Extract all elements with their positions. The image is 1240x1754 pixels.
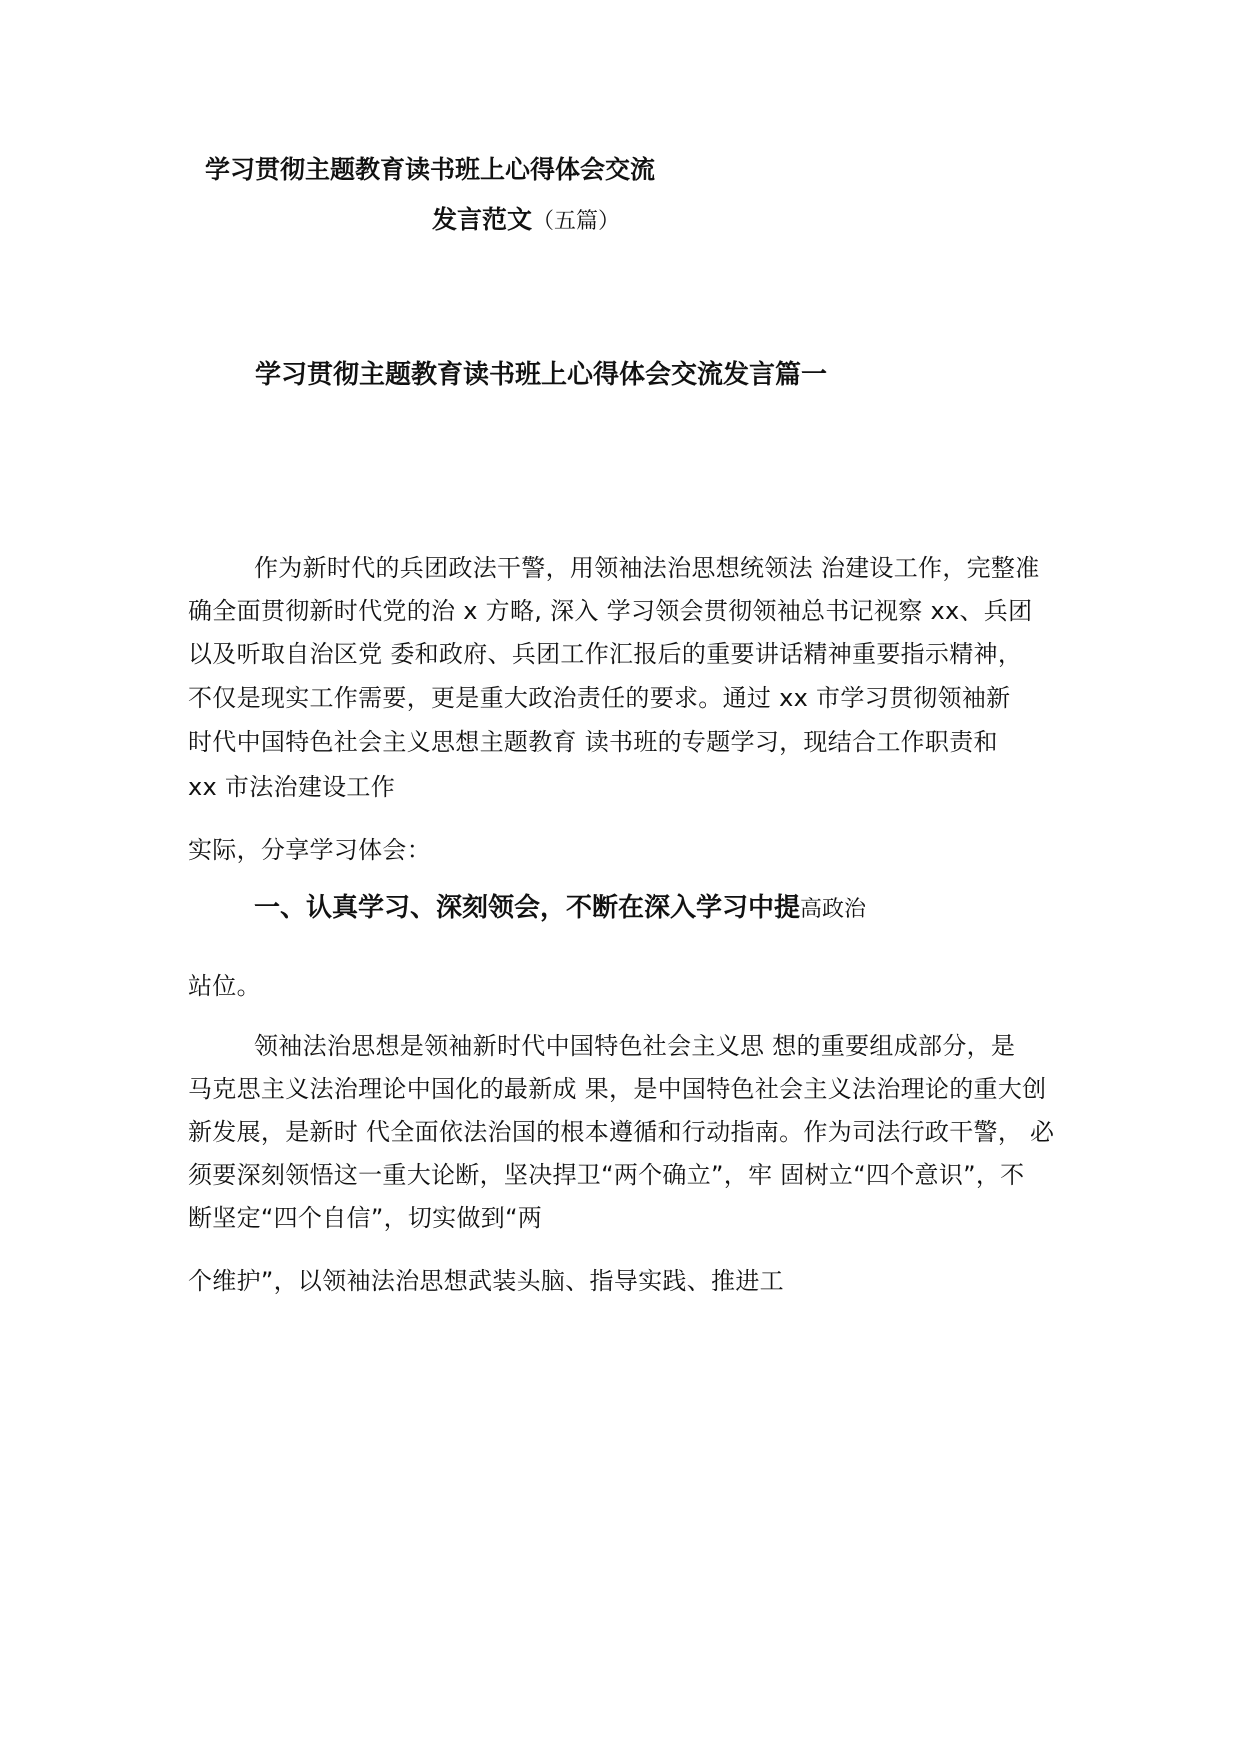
paragraph-line: 领袖法治思想是领袖新时代中国特色社会主义思 想的重要组成部分，是 [254,1032,1016,1060]
document-title-line-1 [205,155,655,185]
paragraph-line: 断坚定“四个自信”，切实做到“两 [188,1204,543,1232]
title-paren: （五篇） [532,209,621,234]
subheading-continuation: 站位。 [188,972,261,1000]
paragraph-line: xx 市法治建设工作 [188,773,396,801]
paragraph-2: 实际，分享学习体会： [188,836,431,864]
section-heading-text: 学习贯彻主题教育读书班上心得体会交流发言篇一 [255,360,828,390]
subheading-tail-text: 高政治 [800,897,867,922]
paragraph-line: 时代中国特色社会主义思想主题教育 读书班的专题学习，现结合工作职责和 [188,728,998,756]
paragraph-line: 马克思主义法治理论中国化的最新成 果，是中国特色社会主义法治理论的重大创 [188,1075,1047,1103]
paragraph-line: 作为新时代的兵团政法干警，用领袖法治思想统领法 治建设工作，完整准 [254,554,1040,582]
paragraph-line: 确全面贯彻新时代党的治 x 方略, 深入 学习领会贯彻领袖总书记视察 xx、兵团 [188,597,1033,625]
paragraph-4: 个维护”，以领袖法治思想武装头脑、指导实践、推进工 [188,1267,784,1295]
subheading-1 [254,893,866,924]
paragraph-line: 以及听取自治区党 委和政府、兵团工作汇报后的重要讲话精神重要指示精神， [188,640,1023,668]
paragraph-line: 新发展，是新时 代全面依法治国的根本遵循和行动指南。作为司法行政干警， 必 [188,1118,1055,1146]
title-text-2: 发言范文 [432,205,533,234]
subheading-bold-text: 一、认真学习、深刻领会，不断在深入学习中提 [254,893,801,923]
title-text-1: 学习贯彻主题教育读书班上心得体会交流 [205,155,656,184]
paragraph-line: 不仅是现实工作需要，更是重大政治责任的要求。通过 xx 市学习贯彻领袖新 [188,684,1011,712]
section-heading [255,360,827,391]
paragraph-line: 须要深刻领悟这一重大论断，坚决捍卫“两个确立”，牢 固树立“四个意识”，不 [188,1161,1025,1189]
document-title-line-2 [432,205,620,235]
